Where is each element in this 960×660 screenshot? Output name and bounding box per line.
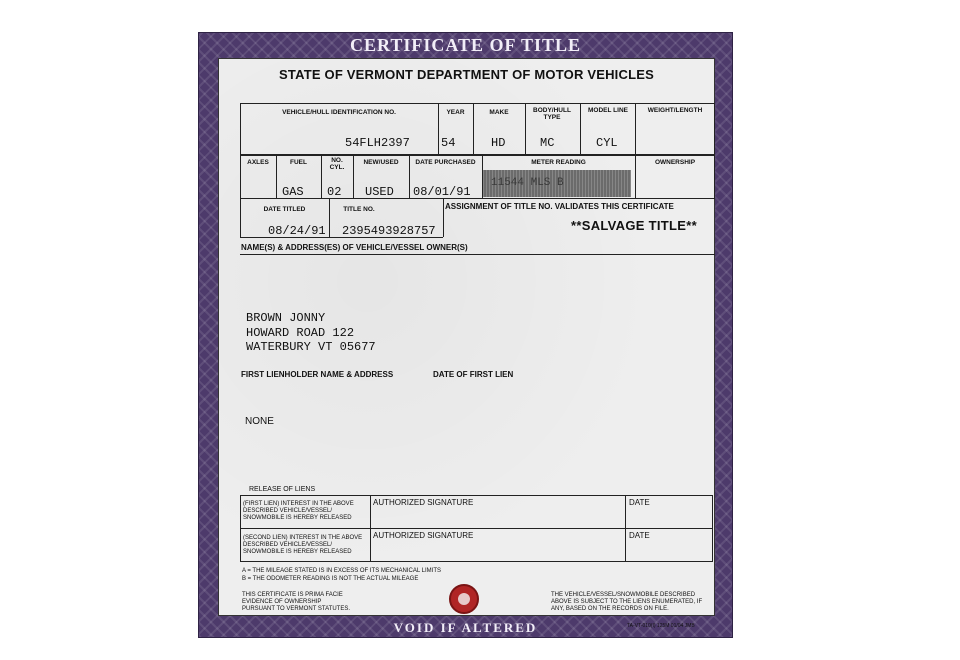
date-purchased-value: 08/01/91	[413, 185, 471, 199]
date-titled-value: 08/24/91	[268, 224, 326, 238]
lienholder-label: FIRST LIENHOLDER NAME & ADDRESS	[241, 370, 394, 379]
make-value: HD	[491, 136, 506, 150]
owner-line: HOWARD ROAD 122	[246, 325, 355, 340]
footer-right-note: THE VEHICLE/VESSEL/SNOWMOBILE DESCRIBED ABOVE IS SUBJECT TO THE LIENS ENUMERATED, IF ANY, BASED ON THE RECORDS ON FILE.	[551, 592, 703, 612]
body-value: MC	[540, 136, 555, 150]
mileage-note-a: A = THE MILEAGE STATED IS IN EXCESS OF ITS MECHANICAL LIMITS	[242, 568, 441, 574]
vin-value: 54FLH2397	[345, 136, 410, 150]
meter-reading-label: METER READING	[531, 159, 586, 166]
state-header: STATE OF VERMONT DEPARTMENT OF MOTOR VEHICLES	[279, 67, 654, 82]
form-code: TA-VT-010(I) 125M 01/04 JMB	[627, 623, 695, 629]
ownership-label: OWNERSHIP	[654, 159, 696, 166]
first-lien-date-label: DATE OF FIRST LIEN	[433, 370, 514, 379]
cyl-label: NO. CYL.	[329, 157, 345, 171]
owner-label: NAME(S) & ADDRESS(ES) OF VEHICLE/VESSEL OWNER(S)	[241, 243, 468, 252]
assignment-note: ASSIGNMENT OF TITLE NO. VALIDATES THIS CERTIFICATE	[445, 202, 674, 211]
year-label: YEAR	[446, 109, 465, 116]
release-first-text: (FIRST LIEN) INTEREST IN THE ABOVE DESCRIBED VEHICLE/VESSEL/ SNOWMOBILE IS HEREBY RELEASED	[243, 501, 354, 521]
meter-reading-redacted	[483, 170, 631, 197]
year-value: 54	[441, 136, 456, 150]
void-banner: VOID IF ALTERED	[393, 620, 538, 635]
weight-label: WEIGHT/LENGTH	[647, 107, 703, 114]
lienholder-value: NONE	[245, 416, 274, 427]
owner-line: BROWN JONNY	[246, 311, 326, 325]
release-second-date: DATE	[629, 531, 650, 540]
state-seal-icon	[449, 584, 479, 614]
release-first-date: DATE	[629, 498, 650, 507]
fuel-value: GAS	[282, 185, 304, 199]
model-label: MODEL LINE	[588, 107, 628, 114]
newused-label: NEW/USED	[363, 159, 399, 166]
body-label: BODY/HULL TYPE	[533, 107, 571, 121]
fuel-label: FUEL	[290, 159, 307, 166]
date-titled-label: DATE TITLED	[263, 206, 306, 213]
certificate-frame	[198, 32, 733, 638]
mileage-note-b: B = THE ODOMETER READING IS NOT THE ACTUAL MILEAGE	[242, 576, 419, 582]
owner-line: WATERBURY VT 05677	[246, 340, 376, 354]
owner-address	[246, 311, 376, 355]
newused-value: USED	[365, 185, 394, 199]
salvage-title: **SALVAGE TITLE**	[571, 218, 697, 233]
title-no-value: 2395493928757	[342, 224, 436, 238]
release-second-signature: AUTHORIZED SIGNATURE	[373, 531, 474, 540]
axles-label: AXLES	[247, 159, 269, 166]
release-label: RELEASE OF LIENS	[249, 486, 316, 493]
date-purchased-label: DATE PURCHASED	[415, 159, 476, 166]
make-label: MAKE	[489, 109, 509, 116]
meter-reading-value: 11544 MLS B	[491, 177, 564, 189]
certificate-banner: CERTIFICATE OF TITLE	[349, 35, 582, 55]
title-no-label: TITLE NO.	[343, 206, 375, 213]
release-first-signature: AUTHORIZED SIGNATURE	[373, 498, 474, 507]
release-second-text: (SECOND LIEN) INTEREST IN THE ABOVE DESCRIBED VEHICLE/VESSEL/ SNOWMOBILE IS HEREBY RELEASED	[243, 535, 363, 555]
vin-label: VEHICLE/HULL IDENTIFICATION NO.	[282, 109, 396, 116]
footer-left-note: THIS CERTIFICATE IS PRIMA FACIE EVIDENCE OF OWNERSHIP PURSUANT TO VERMONT STATUTES.	[242, 592, 351, 612]
cyl-value: 02	[327, 185, 342, 199]
model-value: CYL	[596, 136, 618, 150]
